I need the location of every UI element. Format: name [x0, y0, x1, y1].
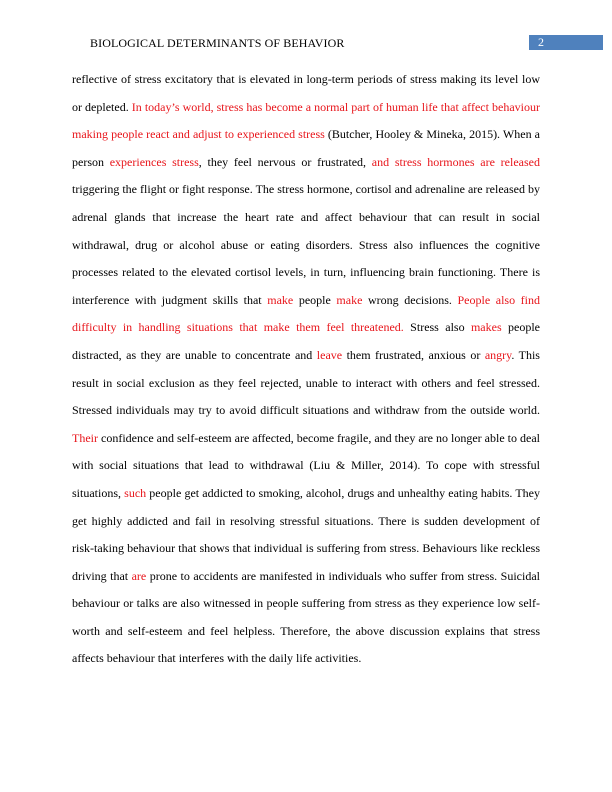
- text-segment: confidence and self-esteem are affected, become fragile, and they are no longer able to deal with social situations that lead to withdrawal (Liu & Miller, 2014). To cope with stressful situations,: [72, 430, 540, 500]
- text-segment: people get addicted to smoking, alcohol, drugs and unhealthy eating habits. They get highly addicted and fail in resolving stressful situations. There is sudden development of risk-taking behaviour that shows that individual is suffering from stress. Behaviours like reckless driving that: [72, 485, 540, 583]
- text-segment: people distracted, as they are unable to concentrate and: [72, 320, 540, 362]
- highlighted-text-segment: leave: [316, 347, 343, 362]
- highlighted-text-segment: makes: [470, 320, 502, 335]
- text-segment: . This result in social exclusion as they feel rejected, unable to interact with others and feel stressed. Stressed individuals may try to avoid difficult situations and withdraw from the outside world.: [72, 347, 540, 418]
- highlighted-text-segment: People also find difficulty in handling situations that make them feel threatened.: [72, 292, 540, 335]
- text-segment: (Butcher, Hooley & Mineka, 2015). When a person: [72, 127, 540, 169]
- highlighted-text-segment: experiences stress: [109, 154, 199, 169]
- page-header: [0, 0, 612, 56]
- running-head: BIOLOGICAL DETERMINANTS OF BEHAVIOR: [90, 36, 345, 50]
- page-number: 2: [538, 35, 544, 49]
- highlighted-text-segment: make: [336, 292, 363, 307]
- text-segment: Stress also: [403, 320, 471, 335]
- highlighted-text-segment: such: [124, 485, 147, 500]
- body-paragraph: [72, 66, 540, 673]
- highlighted-text-segment: and stress hormones are released: [371, 154, 540, 169]
- text-segment: triggering the flight or fight response. The stress hormone, cortisol and adrenaline are released by adrenal glands that increase the heart rate and affect behaviour that can result in social withdrawal, drug or alcohol abuse or eating disorders. Stress also influences the cognitive processes related to the elevated cortisol levels, in turn, influencing brain functioning. There is interference with judgment skills that: [72, 182, 540, 307]
- highlighted-text-segment: are: [131, 568, 147, 583]
- highlighted-text-segment: Their: [72, 430, 98, 445]
- page-number-badge: [529, 35, 603, 50]
- text-segment: wrong decisions.: [362, 292, 458, 307]
- text-segment: them frustrated, anxious or: [342, 347, 485, 362]
- text-segment: , they feel nervous or frustrated,: [198, 154, 372, 169]
- text-segment: people: [293, 292, 337, 307]
- highlighted-text-segment: angry: [484, 347, 512, 362]
- text-segment: prone to accidents are manifested in individuals who suffer from stress. Suicidal behaviour or talks are also witnessed in people suffering from stress as they experience low self-worth and self-esteem and feel helpless. Therefore, the above discussion explains that stress affects behaviour that interferes with the daily life activities.: [72, 568, 540, 666]
- text-segment: reflective of stress excitatory that is elevated in long-term periods of stress making its level low or depleted.: [72, 72, 540, 114]
- highlighted-text-segment: make: [267, 292, 294, 307]
- highlighted-text-segment: In today’s world, stress has become a normal part of human life that affect behaviour making people react and adjust to experienced stress: [72, 99, 540, 142]
